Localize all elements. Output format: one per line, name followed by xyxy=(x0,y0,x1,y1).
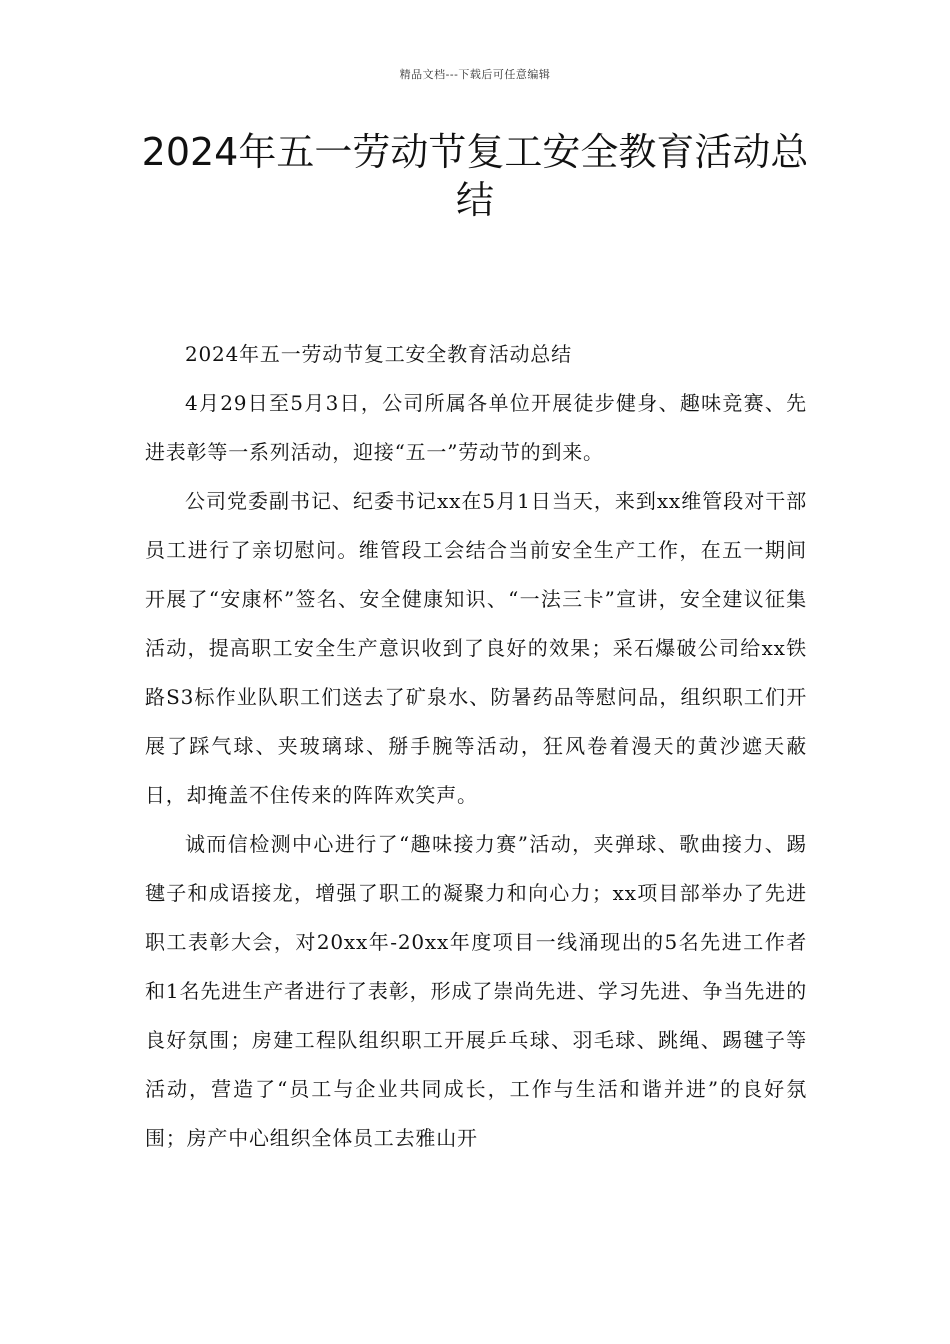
body-paragraph: 诚而信检测中心进行了“趣味接力赛”活动，夹弹球、歌曲接力、踢毽子和成语接龙，增强了职工的凝聚力和向心力；xx项目部举办了先进职工表彰大会，对20xx年-20xx年度项目一线涌现出的5名先进工作者和1名先进生产者进行了表彰，形成了崇尚先进、学习先进、争当先进的良好氛围；房建工程队组织职工开展乒乓球、羽毛球、跳绳、踢毽子等活动，营造了“员工与企业共同成长，工作与生活和谐并进”的良好氛围；房产中心组织全体员工去雅山开 xyxy=(145,832,807,1150)
document-header-note: 精品文档---下载后可任意编辑 xyxy=(399,68,551,81)
document-body xyxy=(145,330,807,1163)
body-paragraph: 公司党委副书记、纪委书记xx在5月1日当天，来到xx维管段对干部员工进行了亲切慰问。维管段工会结合当前安全生产工作，在五一期间开展了“安康杯”签名、安全健康知识、“一法三卡”宣讲，安全建议征集活动，提高职工安全生产意识收到了良好的效果；采石爆破公司给xx铁路S3标作业队职工们送去了矿泉水、防暑药品等慰问品，组织职工们开展了踩气球、夹玻璃球、掰手腕等活动，狂风卷着漫天的黄沙遮天蔽日，却掩盖不住传来的阵阵欢笑声。 xyxy=(145,489,807,807)
body-paragraph-subtitle: 2024年五一劳动节复工安全教育活动总结 xyxy=(185,342,572,366)
document-title: 2024年五一劳动节复工安全教育活动总结 xyxy=(141,130,809,222)
body-paragraph: 4月29日至5月3日，公司所属各单位开展徒步健身、趣味竞赛、先进表彰等一系列活动，迎接“五一”劳动节的到来。 xyxy=(145,391,807,464)
